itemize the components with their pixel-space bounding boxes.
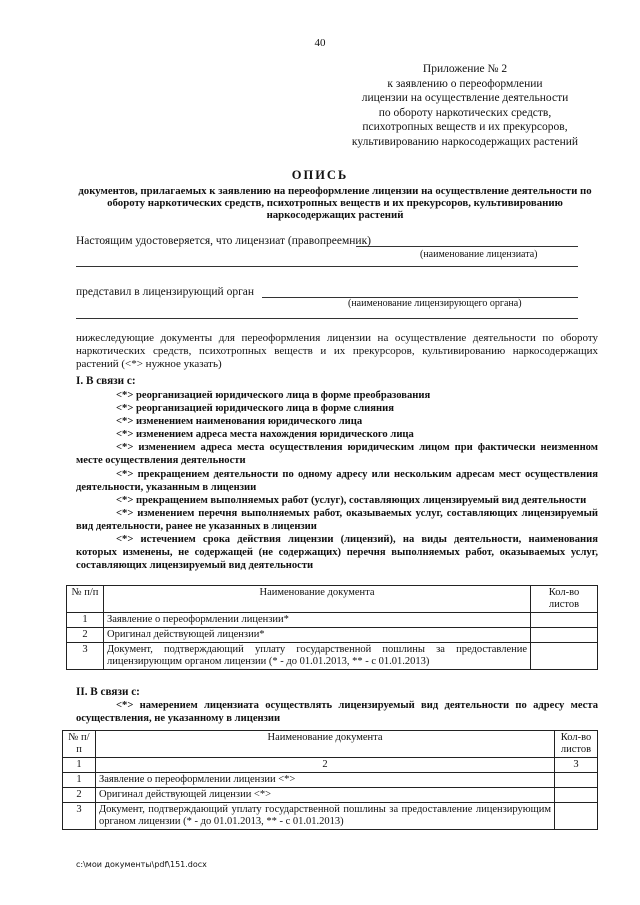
row-document-name: Заявление о переоформлении лицензии* — [104, 613, 531, 628]
section1-item: <*> изменением адреса места нахождения юридического лица — [116, 429, 414, 441]
document-subtitle: документов, прилагаемых к заявлению на переоформление лицензии на осуществление деятельности по обороту наркотических средств, психотропных веществ и их прекурсоров, культивированию наркосодержащих растений — [78, 185, 592, 222]
numbering-cell: 3 — [555, 758, 598, 773]
row-qty[interactable] — [555, 803, 598, 830]
table-numbering-row — [63, 758, 598, 773]
section1-item: <*> прекращением деятельности по одному адресу или нескольким адресам мест осуществления деятельности, указанным в лицензии — [76, 468, 598, 493]
section1-item: <*> изменением наименования юридического лица — [116, 416, 363, 428]
table-row — [63, 773, 598, 788]
appendix-line: лицензии на осуществление деятельности — [361, 92, 569, 105]
row-number: 2 — [63, 788, 96, 803]
section1-table — [66, 585, 598, 670]
page-number: 40 — [314, 37, 326, 49]
table-row — [63, 803, 598, 830]
row-number: 3 — [67, 643, 104, 670]
certify-text: Настоящим удостоверяется, что лицензиат (правопреемник) — [76, 235, 371, 247]
numbering-cell: 1 — [63, 758, 96, 773]
table-header-row — [63, 731, 598, 758]
licensee-caption: (наименование лицензиата) — [420, 249, 538, 260]
col-number-header: № п/п — [63, 731, 96, 758]
submitted-text: представил в лицензирующий орган — [76, 286, 255, 298]
row-document-name: Оригинал действующей лицензии <*> — [96, 788, 555, 803]
section1-items — [76, 389, 598, 572]
section1-item: <*> изменением перечня выполняемых работ, оказываемых услуг, составляющих лицензируемый вид деятельности, ранее не указанных в лицензии — [76, 507, 598, 532]
authority-name-line-2[interactable] — [76, 318, 578, 319]
section2-heading: II. В связи с: — [76, 686, 140, 698]
section2-item: <*> намерением лицензиата осуществлять лицензируемый вид деятельности по адресу места осуществления, не указанному в лицензии — [76, 700, 598, 725]
col-number-header: № п/п — [67, 586, 104, 613]
section1-item: <*> изменением адреса места осуществления юридическим лицом при фактически неизменном месте осуществления деятельности — [76, 442, 598, 467]
section1-item: <*> реорганизацией юридического лица в форме слияния — [116, 403, 394, 415]
row-qty[interactable] — [555, 788, 598, 803]
row-qty[interactable] — [531, 628, 598, 643]
row-number: 3 — [63, 803, 96, 830]
section2-items — [76, 699, 598, 725]
appendix-header — [330, 62, 600, 150]
row-qty[interactable] — [555, 773, 598, 788]
footer-file-path: c:\мои документы\pdf\151.docx — [76, 860, 207, 869]
numbering-cell: 2 — [96, 758, 555, 773]
row-qty[interactable] — [531, 613, 598, 628]
row-document-name: Документ, подтверждающий уплату государственной пошлины за предоставление лицензирующим органом лицензии (* - до 01.01.2013, ** - с 01.01.2013) — [104, 643, 531, 670]
table-header-row — [67, 586, 598, 613]
section2-table — [62, 730, 598, 830]
licensee-name-line-2[interactable] — [76, 266, 578, 267]
col-name-header: Наименование документа — [96, 731, 555, 758]
authority-caption: (наименование лицензирующего органа) — [348, 298, 522, 309]
col-qty-header: Кол-во листов — [531, 586, 598, 613]
section1-item: <*> реорганизацией юридического лица в форме преобразования — [116, 390, 431, 401]
col-name-header: Наименование документа — [104, 586, 531, 613]
row-document-name: Оригинал действующей лицензии* — [104, 628, 531, 643]
section1-item: <*> истечением срока действия лицензии (лицензий), на виды деятельности, наименования которых изменены, не содержащей (не содержащих) перечня выполняемых работ, оказываемых услуг, составляющих лицензируемый вид деятельности — [76, 534, 598, 572]
licensee-name-line[interactable] — [356, 246, 578, 247]
row-number: 2 — [67, 628, 104, 643]
row-number: 1 — [67, 613, 104, 628]
appendix-line: Приложение № 2 — [422, 63, 508, 75]
row-number: 1 — [63, 773, 96, 788]
section1-heading: I. В связи с: — [76, 375, 136, 387]
table-row — [63, 788, 598, 803]
appendix-line: психотропных веществ и их прекурсоров, — [362, 121, 568, 134]
document-title: ОПИСЬ — [291, 168, 349, 182]
row-qty[interactable] — [531, 643, 598, 670]
section1-item: <*> прекращением выполняемых работ (услуг), составляющих лицензируемый вид деятельности — [116, 494, 587, 506]
table-row — [67, 613, 598, 628]
appendix-line: культивированию наркосодержащих растений — [351, 135, 579, 148]
col-qty-header: Кол-во листов — [555, 731, 598, 758]
row-document-name: Заявление о переоформлении лицензии <*> — [96, 773, 555, 788]
table-row — [67, 643, 598, 670]
documents-paragraph: нижеследующие документы для переоформления лицензии на осуществление деятельности по обороту наркотических средств, психотропных веществ и их прекурсоров, культивированию наркосодержащих растений (<*> нужное указать) — [76, 332, 598, 371]
table-row — [67, 628, 598, 643]
appendix-line: по обороту наркотических средств, — [378, 106, 552, 119]
appendix-line: к заявлению о переоформлении — [387, 77, 543, 90]
row-document-name: Документ, подтверждающий уплату государственной пошлины за предоставление лицензирующим органом лицензии (* - до 01.01.2013, ** - с 01.01.2013) — [96, 803, 555, 830]
